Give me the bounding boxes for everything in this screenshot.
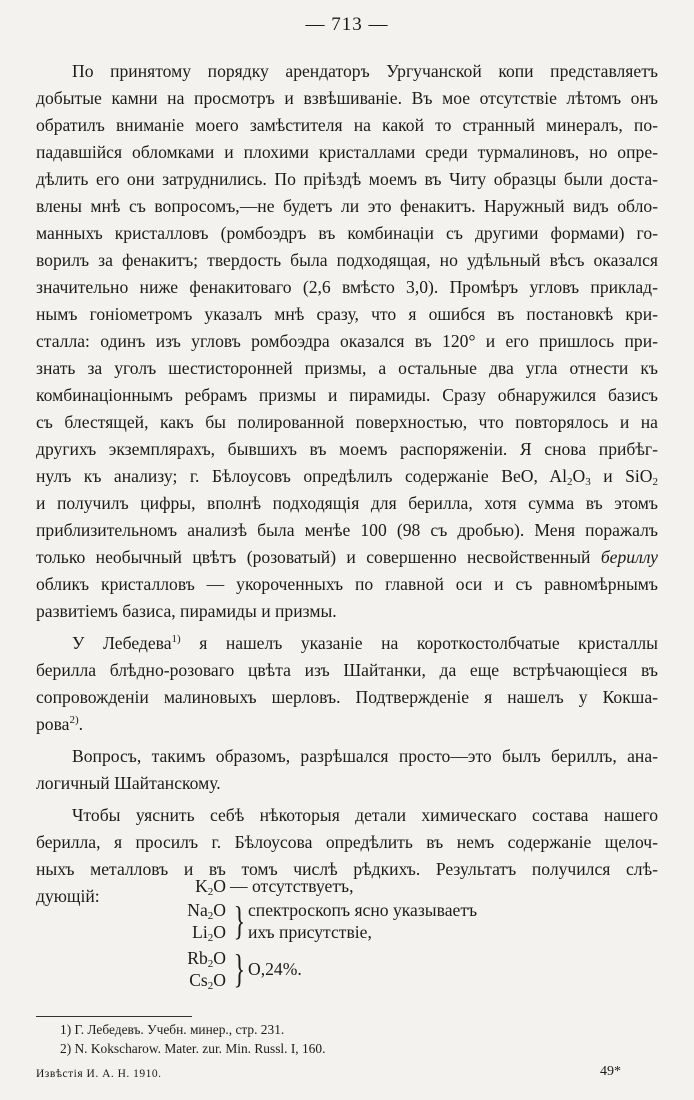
formula-part: K — [195, 876, 208, 896]
text-segment: и — [603, 466, 613, 486]
text-line: и получилъ цифры, вполнѣ подходящія для берилла, хотя сумма въ этомъ — [36, 493, 658, 513]
curly-brace-icon: } — [233, 898, 246, 943]
formula-sub: 2 — [207, 980, 214, 992]
text-line: ворилъ за фенакитъ; твердость была подходящая, но удѣльный вѣсъ оказался — [36, 250, 658, 270]
text-segment: нулъ къ анализу; г. Бѣлоусовъ опредѣлилъ содержаніе BeO, — [36, 466, 538, 486]
formula-part: Al — [549, 466, 567, 486]
text-line: знать за уголъ шестисторонней призмы, а остальные два угла отнести къ — [36, 358, 658, 378]
text-line: Вопросъ, такимъ образомъ, разрѣшался просто—это былъ бериллъ, ана- — [72, 746, 658, 766]
footnote-2: 2) N. Kokscharow. Mater. zur. Min. Russl. I, 160. — [60, 1041, 326, 1056]
text-line: манныхъ кристалловъ (ромбоэдръ въ комбинаціи съ другими формами) го- — [36, 223, 658, 243]
text-line: влены мнѣ съ вопросомъ,—не будетъ ли это фенакитъ. Наружный видъ обло- — [36, 196, 658, 216]
text-line: добытые камни на просмотръ и взвѣшиваніе. Въ мое отсутствіе лѣтомъ онъ — [36, 88, 658, 108]
body-text — [36, 58, 658, 910]
text-line — [36, 711, 658, 738]
formula-result: ихъ присутствіе, — [248, 922, 372, 942]
formula-sub: 2 — [566, 476, 573, 488]
text-segment: я нашелъ указаніе на короткостолбчатые кристаллы — [199, 633, 658, 653]
signature-mark: 49* — [600, 1064, 621, 1079]
formula-part: O — [572, 466, 586, 486]
formula-li2o — [170, 921, 230, 943]
text-line: нымъ гоніометромъ указалъ мнѣ сразу, что я ошибся въ постановкѣ кри- — [36, 304, 658, 324]
text-line: сопровожденіи малиновыхъ шерловъ. Подтвержденіе я нашелъ у Кокша- — [36, 687, 658, 707]
text-line: развитіемъ базиса, пирамиды и призмы. — [36, 601, 337, 621]
formula-result: — отсутствуетъ, — [230, 876, 354, 896]
formula-sub: 2 — [207, 958, 214, 970]
formula-part: Rb — [187, 948, 208, 968]
footnote-1: 1) Г. Лебедевъ. Учебн. минер., стр. 231. — [60, 1022, 285, 1037]
formula-row-k2o — [170, 875, 477, 897]
text-line: По принятому порядку арендаторъ Ургучанской копи представляетъ — [72, 61, 658, 81]
text-line: приблизительномъ анализѣ была менѣе 100 (98 съ дробью). Меня поражалъ — [36, 520, 658, 540]
text-line: значительно ниже фенакитоваго (2,6 вмѣсто 3,0). Промѣръ угловъ приклад- — [36, 277, 658, 297]
paragraph-1 — [36, 58, 658, 625]
formula-sub: 2 — [207, 886, 214, 898]
text-segment: рова — [36, 714, 70, 734]
formula-part: O — [213, 948, 226, 968]
text-line: дѣлить его они затруднились. По пріѣздѣ моемъ въ Читу образцы были доста- — [36, 169, 658, 189]
formula-sub: 2 — [207, 910, 214, 922]
text-segment: У Лебедева — [72, 633, 172, 653]
footnote-rule — [36, 1016, 192, 1017]
curly-brace-icon: } — [233, 946, 246, 991]
text-line: другихъ экземплярахъ, бывшихъ въ моемъ распоряженіи. Я снова прибѣг- — [36, 439, 658, 459]
formula-part: Na — [187, 900, 208, 920]
formula-part: O — [213, 970, 226, 990]
formula-result: O,24%. — [248, 959, 302, 979]
text-line: обратилъ вниманіе моего замѣстителя на какой то странный минералъ, по- — [36, 115, 658, 135]
alkali-results — [170, 875, 477, 991]
text-line — [36, 630, 658, 657]
formula-part: O — [213, 900, 226, 920]
italic-word: бериллу — [600, 547, 658, 567]
formula-part: Cs — [189, 970, 208, 990]
paragraph-3 — [36, 743, 658, 797]
text-line: берилла, я просилъ г. Бѣлоусова опредѣлить въ немъ содержаніе щелоч- — [36, 832, 658, 852]
text-line-with-formulas — [36, 463, 658, 490]
formula-na2o — [170, 899, 230, 921]
text-segment: только необычный цвѣтъ (розоватый) и совершенно несвойственный — [36, 547, 591, 567]
formula-sub: 2 — [207, 932, 214, 944]
text-line: падавшійся обломками и плохими кристаллами среди турмалиновъ, но опре- — [36, 142, 658, 162]
formula-al2o3 — [549, 466, 590, 486]
formula-group-text — [248, 899, 477, 943]
formula-group-rb-cs — [170, 947, 477, 991]
page-number: — 713 — — [305, 14, 389, 35]
formula-result: спектроскопъ ясно указываетъ — [248, 900, 478, 920]
formula-part: O — [213, 876, 226, 896]
text-line: съ блестящей, какъ бы полированной поверхностью, что повторялось и на — [36, 412, 658, 432]
text-line: логичный Шайтанскому. — [36, 773, 221, 793]
footnote-ref-1: 1) — [171, 633, 181, 646]
formula-part: Li — [192, 922, 208, 942]
text-segment: . — [78, 714, 84, 734]
formula-names — [170, 899, 230, 943]
text-line: дующій: — [36, 886, 100, 906]
journal-footer: Извѣстія И. А. Н. 1910. — [36, 1068, 162, 1080]
text-line: ныхъ металловъ и въ томъ числѣ рѣдкихъ. Результатъ получился слѣ- — [36, 859, 658, 879]
formula-group-na-li — [170, 899, 477, 943]
formula-sio2 — [625, 466, 658, 486]
text-line: комбинаціоннымъ ребрамъ призмы и пирамиды. Сразу обнаружился базисъ — [36, 385, 658, 405]
text-line-with-italic — [36, 544, 658, 571]
text-line: берилла блѣдно-розоваго цвѣта изъ Шайтанки, да еще встрѣчающіеся въ — [36, 660, 658, 680]
formula-rb2o — [170, 947, 230, 969]
formula-part: O — [213, 922, 226, 942]
footnote-ref-2: 2) — [69, 714, 79, 727]
formula-k2o — [170, 875, 230, 897]
text-line: сталла: одинъ изъ угловъ ромбоэдра оказался въ 120° и его пришлось при- — [36, 331, 658, 351]
formula-sub: 2 — [652, 476, 658, 488]
formula-part: SiO — [625, 466, 653, 486]
formula-names — [170, 947, 230, 991]
text-line: обликъ кристалловъ — укороченныхъ по главной оси и съ равномѣрнымъ — [36, 574, 658, 594]
formula-cs2o — [170, 969, 230, 991]
paragraph-2 — [36, 630, 658, 738]
text-line: Чтобы уяснить себѣ нѣкоторыя детали химическаго состава нашего — [72, 805, 658, 825]
formula-sub: 3 — [585, 476, 591, 488]
